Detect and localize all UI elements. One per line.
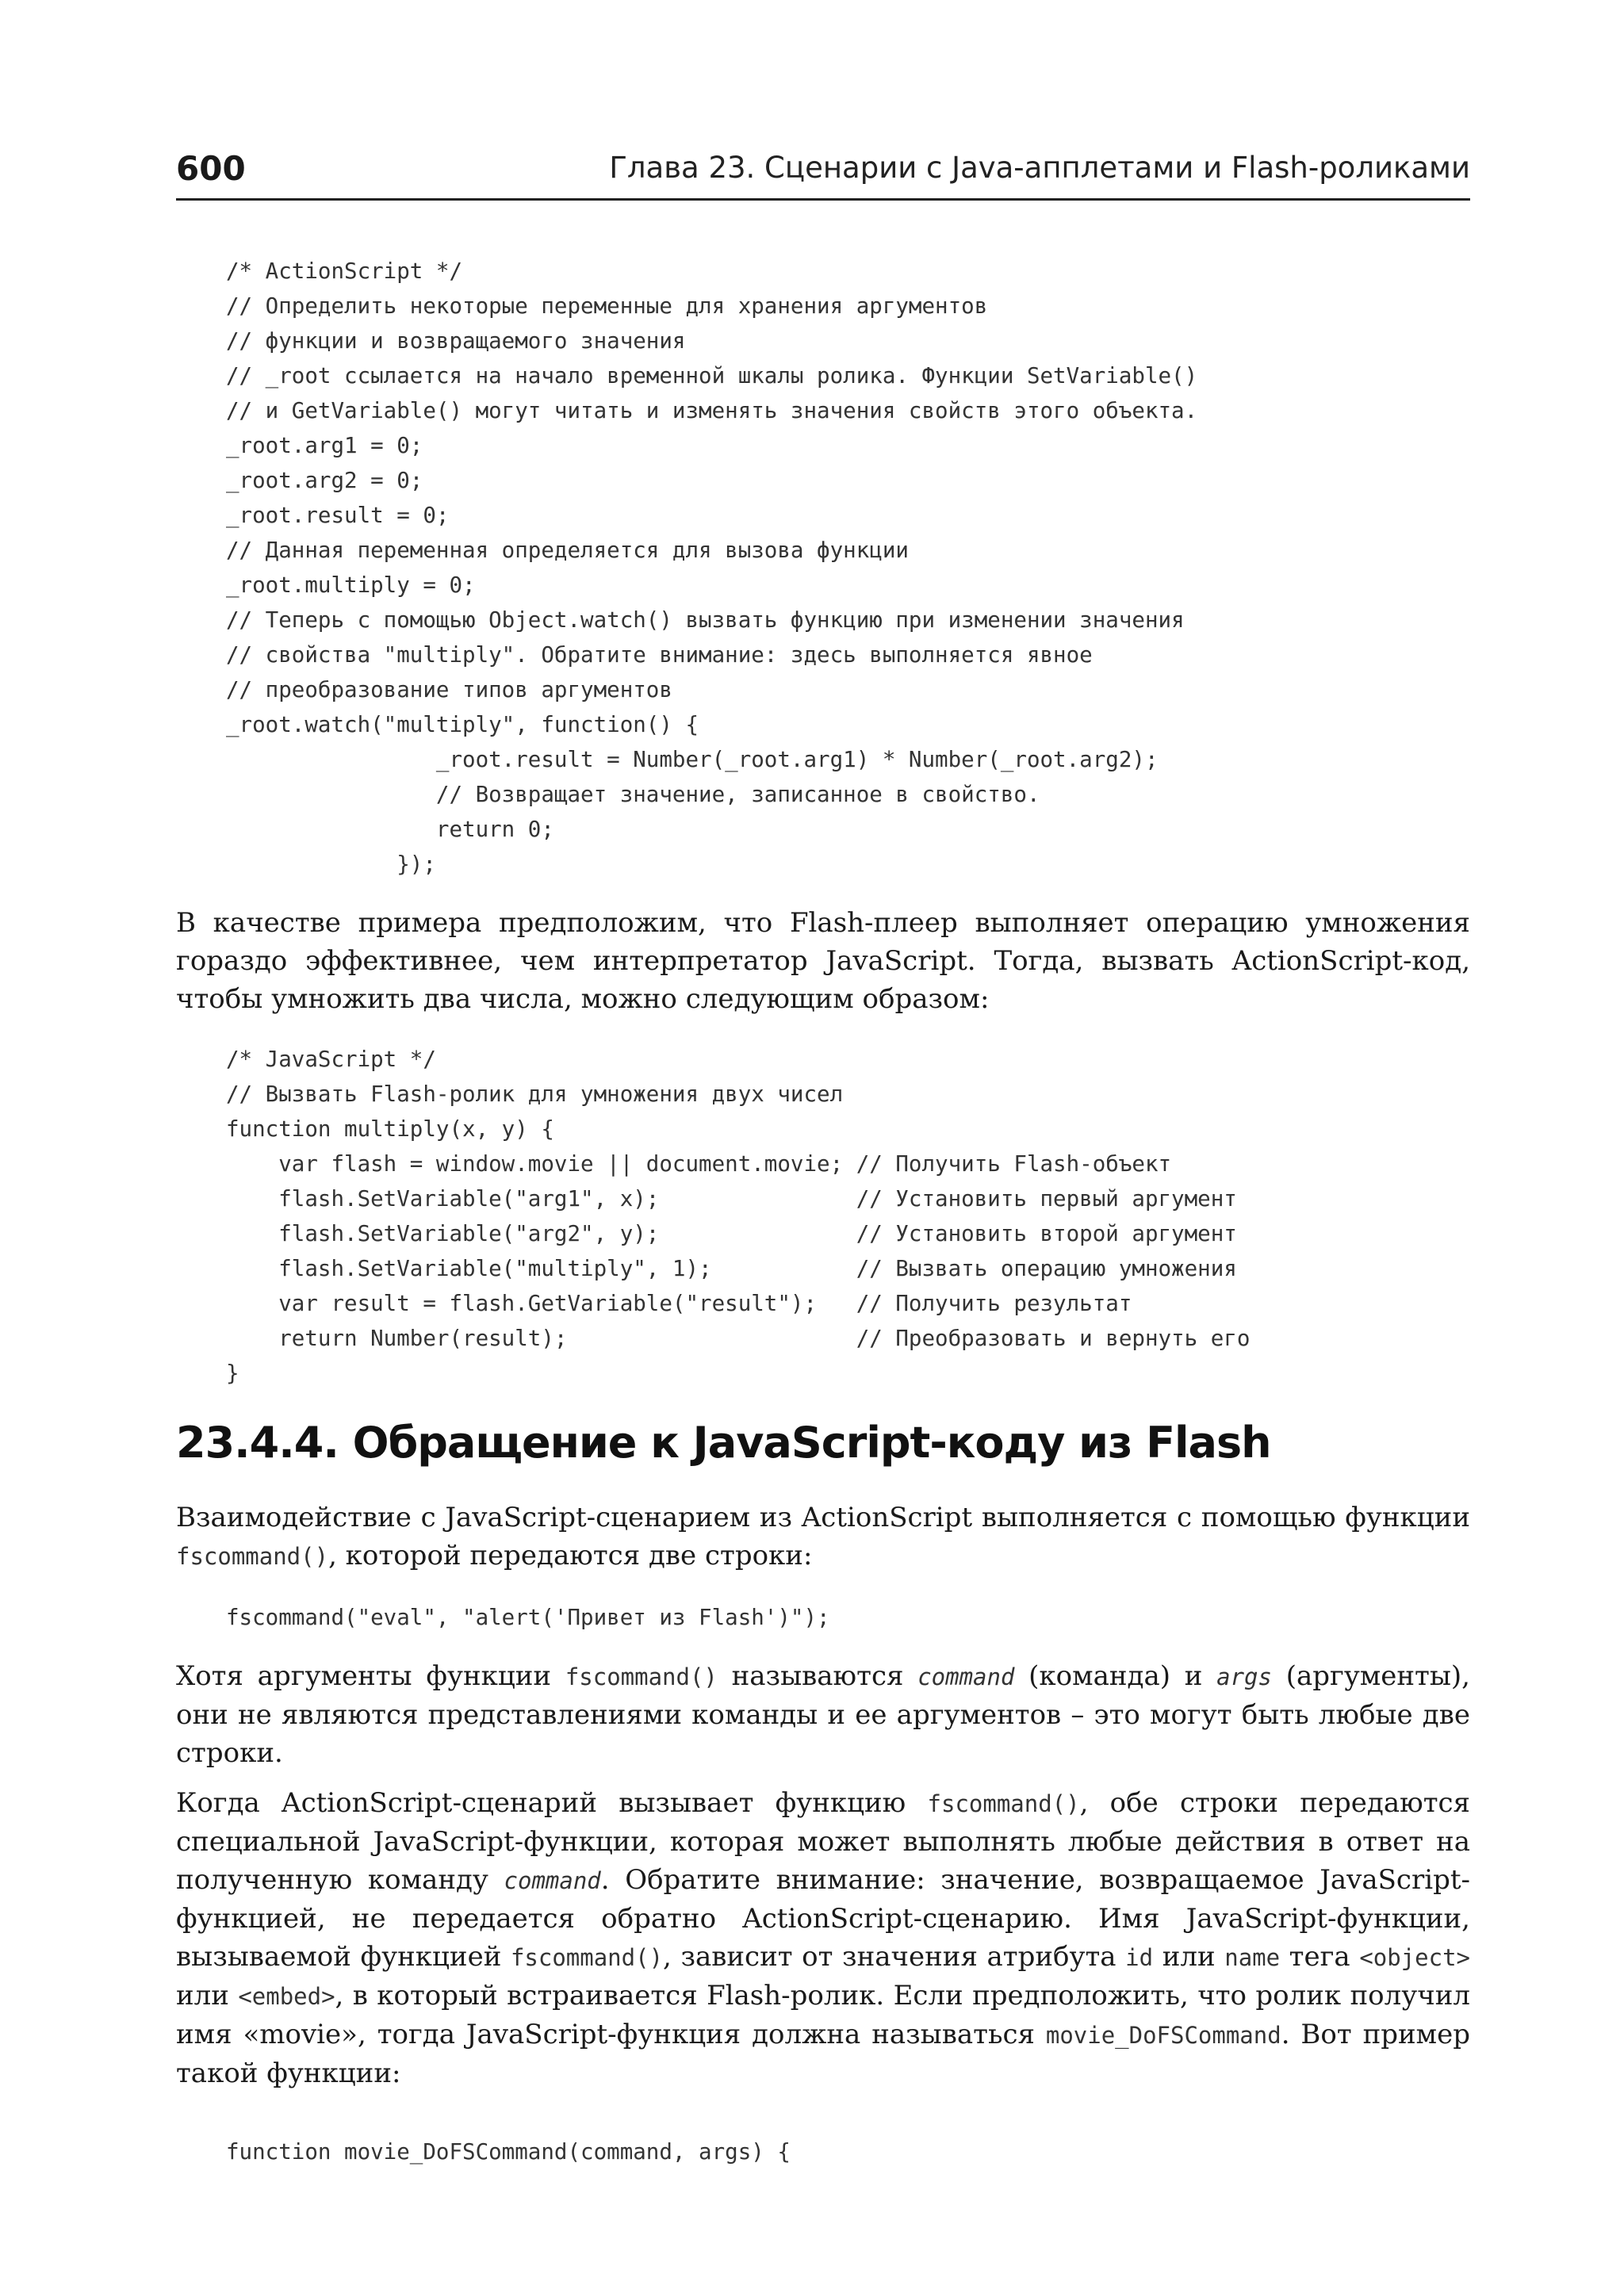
inline-code: fscommand() bbox=[176, 1543, 329, 1570]
section-heading: 23.4.4. Обращение к JavaScript-коду из Flash bbox=[176, 1418, 1271, 1468]
paragraph-fscommand-intro: Взаимодействие с JavaScript-сценарием из ActionScript выполняется с помощью функции fscommand(), которой передаются две строки: bbox=[176, 1502, 1470, 1571]
paragraph-dofscommand: Когда ActionScript-сценарий вызывает функцию fscommand(), обе строки передаются специальной JavaScript-функции, которая может выполнять любые действия в ответ на полученную команду command. Обратите внимание: значение, возвращаемое JavaScript-функцией, не передается обратно ActionScript-сценарию. Имя JavaScript-функции, вызываемой функцией fscommand(), зависит от значения атрибута id или name тега <object> или <embed>, в который встраивается Flash-ролик. Если предположить, что ролик получил имя «movie», тогда JavaScript-функция должна называться movie_DoFSCommand. Вот пример такой функции: bbox=[176, 1787, 1471, 2089]
code-line-function: function movie_DoFSCommand(command, args) { bbox=[226, 2139, 791, 2165]
inline-code-italic: command bbox=[504, 1867, 601, 1894]
inline-code: name bbox=[1224, 1944, 1281, 1971]
paragraph-arguments: Хотя аргументы функции fscommand() называются command (команда) и args (аргументы), они не являются представлениями команды и ее аргументов – это могут быть любые две строки. bbox=[176, 1660, 1470, 1769]
code-block-actionscript: /* ActionScript */ // Определить некоторые переменные для хранения аргументов // функции и возвращаемого значения // _root ссылается на начало временной шкалы ролика. Функции SetVariable() // и GetVariable() могут читать и изменять значения свойств этого объекта. _root.arg1 = 0; _root.arg2 = 0; _root.result = 0; // Данная переменная определяется для вызова функции _root.multiply = 0; // Теперь с помощью Object.watch() вызвать функцию при изменении значения // свойства "multiply". Обратите внимание: здесь выполняется явное // преобразование типов аргументов _root.watch("multiply", function() { _root.result = Number(_root.arg1) * Number(_root.arg2); // Возвращает значение, записанное в свойство. return 0; }); bbox=[226, 258, 1198, 877]
inline-code: <embed> bbox=[238, 1983, 335, 2010]
inline-code: fscommand() bbox=[927, 1790, 1080, 1817]
running-title: Глава 23. Сценарии с Java-апплетами и Flash-роликами bbox=[609, 151, 1470, 185]
inline-code: <object> bbox=[1359, 1944, 1470, 1971]
inline-code: fscommand() bbox=[510, 1944, 664, 1971]
code-block-javascript: /* JavaScript */ // Вызвать Flash-ролик для умножения двух чисел function multiply(x, y) { var flash = window.movie || document.movie; // Получить Flash-объект flash.SetVariable("arg1", x); // Установить первый аргумент flash.SetVariable("arg2", y); // Установить второй аргумент flash.SetVariable("multiply", 1); // Вызвать операцию умножения var result = flash.GetVariable("result"); // Получить результат return Number(result); // Преобразовать и вернуть его } bbox=[226, 1047, 1251, 1386]
inline-code: movie_DoFSCommand bbox=[1045, 2022, 1281, 2049]
page-number: 600 bbox=[176, 149, 246, 188]
paragraph-example-intro: В качестве примера предположим, что Flash-плеер выполняет операцию умножения гораздо эффективнее, чем интерпретатор JavaScript. Тогда, вызвать ActionScript-код, чтобы умножить два числа, можно следующим образом: bbox=[176, 907, 1470, 1015]
inline-code: id bbox=[1125, 1944, 1154, 1971]
code-line-fscommand: fscommand("eval", "alert('Привет из Flash')"); bbox=[226, 1605, 830, 1630]
inline-code: fscommand() bbox=[565, 1663, 718, 1690]
page-header bbox=[176, 143, 1470, 201]
inline-code-italic: command bbox=[917, 1663, 1015, 1690]
inline-code-italic: args bbox=[1216, 1663, 1272, 1690]
